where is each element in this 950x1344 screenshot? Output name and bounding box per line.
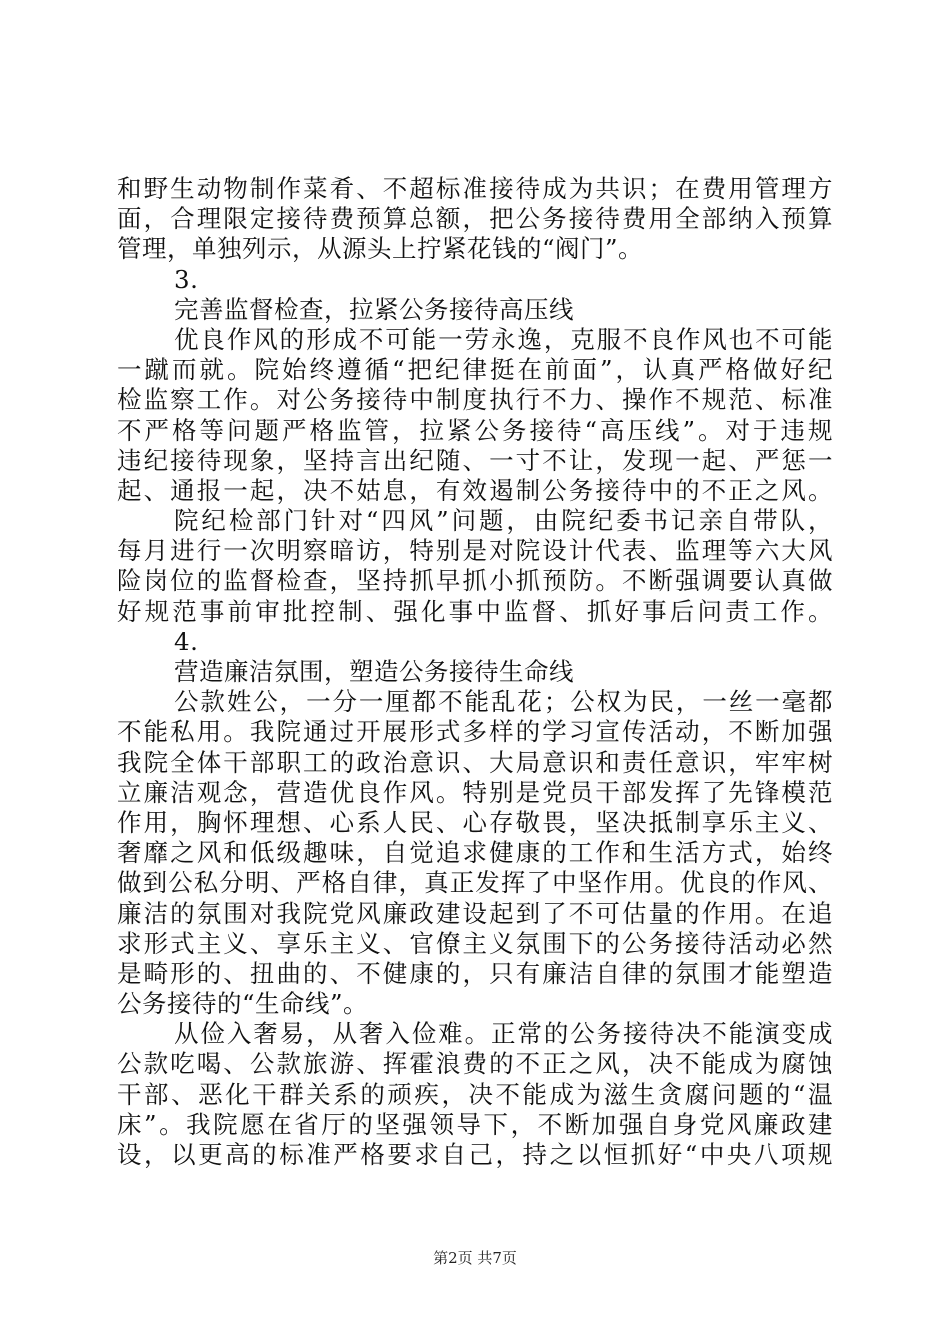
text-line: 作用，胸怀理想、心系人民、心存敬畏，坚决抵制享乐主义、 bbox=[117, 807, 833, 837]
text-line: 4. bbox=[174, 626, 199, 656]
text-line: 做到公私分明、严格自律，真正发挥了中坚作用。优良的作风、 bbox=[117, 868, 833, 898]
text-line: 我院全体干部职工的政治意识、大局意识和责任意识，牢牢树 bbox=[117, 747, 833, 777]
text-line: 检监察工作。对公务接待中制度执行不力、操作不规范、标准 bbox=[117, 385, 833, 415]
text-line: 干部、恶化干群关系的顽疾，决不能成为滋生贪腐问题的“温 bbox=[117, 1079, 833, 1109]
text-line: 面，合理限定接待费预算总额，把公务接待费用全部纳入预算 bbox=[117, 204, 833, 234]
text-line: 每月进行一次明察暗访，特别是对院设计代表、监理等六大风 bbox=[117, 536, 833, 566]
text-line: 险岗位的监督检查，坚持抓早抓小抓预防。不断强调要认真做 bbox=[117, 566, 833, 596]
text-line: 公款吃喝、公款旅游、挥霍浪费的不正之风，决不能成为腐蚀 bbox=[117, 1049, 833, 1079]
text-line: 起、通报一起，决不姑息，有效遏制公务接待中的不正之风。 bbox=[117, 475, 833, 505]
text-line: 完善监督检查，拉紧公务接待高压线 bbox=[174, 294, 574, 324]
text-line: 好规范事前审批控制、强化事中监督、抓好事后问责工作。 bbox=[117, 596, 833, 626]
text-line: 和野生动物制作菜肴、不超标准接待成为共识；在费用管理方 bbox=[117, 174, 833, 203]
text-line: 公务接待的“生命线”。 bbox=[117, 989, 369, 1019]
text-line: 是畸形的、扭曲的、不健康的，只有廉洁自律的氛围才能塑造 bbox=[117, 958, 833, 988]
text-line: 公款姓公，一分一厘都不能乱花；公权为民，一丝一毫都 bbox=[174, 687, 833, 717]
text-line: 床”。我院愿在省厅的坚强领导下，不断加强自身党风廉政建 bbox=[117, 1109, 833, 1139]
text-line: 从俭入奢易，从奢入俭难。正常的公务接待决不能演变成 bbox=[174, 1019, 833, 1049]
text-line: 求形式主义、享乐主义、官僚主义氛围下的公务接待活动必然 bbox=[117, 928, 833, 958]
text-line: 立廉洁观念，营造优良作风。特别是党员干部发挥了先锋模范 bbox=[117, 777, 833, 807]
text-line: 营造廉洁氛围，塑造公务接待生命线 bbox=[174, 657, 574, 686]
text-line: 3. bbox=[174, 264, 199, 294]
text-line: 院纪检部门针对“四风”问题，由院纪委书记亲自带队， bbox=[174, 506, 833, 536]
document-body bbox=[117, 174, 833, 1170]
text-line: 不能私用。我院通过开展形式多样的学习宣传活动，不断加强 bbox=[117, 717, 833, 747]
text-line: 一蹴而就。院始终遵循“把纪律挺在前面”，认真严格做好纪 bbox=[117, 355, 833, 385]
text-line: 管理，单独列示，从源头上拧紧花钱的“阀门”。 bbox=[117, 234, 644, 264]
text-line: 不严格等问题严格监管，拉紧公务接待“高压线”。对于违规 bbox=[117, 415, 833, 445]
text-line: 设，以更高的标准严格要求自己，持之以恒抓好“中央八项规 bbox=[117, 1140, 833, 1169]
text-line: 优良作风的形成不可能一劳永逸，克服不良作风也不可能 bbox=[174, 324, 833, 354]
text-line: 廉洁的氛围对我院党风廉政建设起到了不可估量的作用。在追 bbox=[117, 898, 833, 928]
page-footer: 第2页 共7页 bbox=[433, 1249, 517, 1267]
text-line: 违纪接待现象，坚持言出纪随、一寸不让，发现一起、严惩一 bbox=[117, 445, 833, 475]
text-line: 奢靡之风和低级趣味，自觉追求健康的工作和生活方式，始终 bbox=[117, 838, 833, 868]
